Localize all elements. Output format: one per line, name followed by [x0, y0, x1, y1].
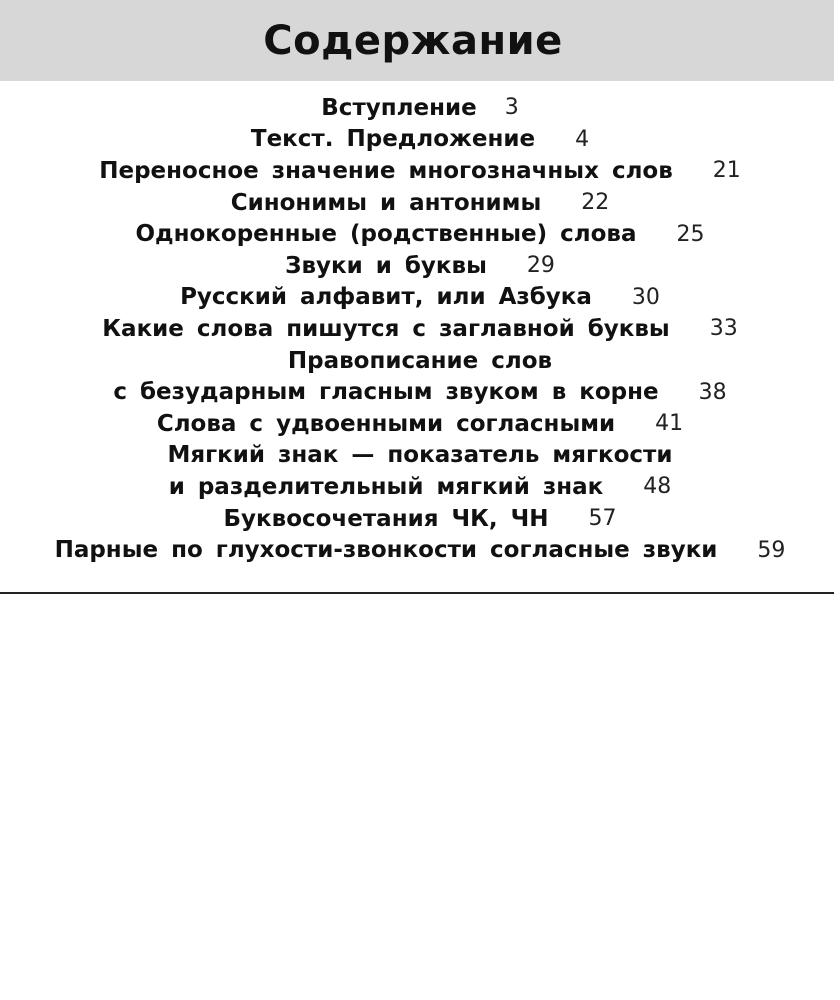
toc-entry-title: с безударным гласным звуком в корне [113, 379, 659, 406]
toc-entry-page: 48 [643, 474, 672, 500]
toc-entry-page: 4 [575, 126, 590, 152]
toc-entry [0, 471, 840, 503]
toc-entry [0, 282, 840, 314]
toc-entry-page: 59 [757, 537, 786, 563]
table-of-contents [0, 92, 840, 566]
toc-entry-title: Текст. Предложение [250, 126, 536, 153]
toc-entry-page: 21 [712, 158, 741, 184]
toc-entry [0, 124, 840, 156]
toc-entry-title: Однокоренные (родственные) слова [135, 221, 637, 248]
toc-entry-title: Буквосочетания ЧК, ЧН [223, 505, 549, 532]
toc-entry [0, 534, 840, 566]
toc-entry-page: 22 [581, 190, 610, 216]
toc-entry-page: 30 [631, 284, 660, 310]
toc-entry [0, 250, 840, 282]
toc-entry-title: Русский алфавит, или Азбука [180, 284, 592, 311]
toc-entry-title: Вступление [321, 94, 477, 121]
toc-entry-title: Какие слова пишутся с заглавной буквы [102, 315, 670, 342]
toc-entry-page: 57 [588, 506, 617, 532]
toc-entry [0, 218, 840, 250]
toc-entry [0, 503, 840, 535]
toc-entry-title: Мягкий знак — показатель мягкости [167, 442, 673, 469]
toc-entry-title: Синонимы и антонимы [230, 189, 542, 216]
toc-entry-page: 29 [526, 253, 555, 279]
toc-entry-page: 41 [655, 411, 684, 437]
toc-entry [0, 376, 840, 408]
toc-entry-page: 33 [709, 316, 738, 342]
toc-entry-title: Переносное значение многозначных слов [99, 157, 673, 184]
toc-entry-title: Правописание слов [287, 347, 553, 374]
toc-entry [0, 155, 840, 187]
toc-entry [0, 92, 840, 124]
toc-entry-title: и разделительный мягкий знак [168, 473, 604, 500]
page-title: Содержание [263, 17, 563, 64]
toc-entry [0, 345, 840, 377]
toc-entry-page: 25 [676, 221, 705, 247]
toc-entry [0, 187, 840, 219]
toc-entry [0, 313, 840, 345]
toc-entry-page: 3 [504, 95, 519, 121]
toc-entry-page: 38 [698, 379, 727, 405]
page-header [0, 0, 834, 81]
toc-entry [0, 408, 840, 440]
toc-entry [0, 440, 840, 472]
toc-entry-title: Звуки и буквы [285, 252, 487, 279]
divider-line [0, 592, 834, 594]
toc-entry-title: Слова с удвоенными согласными [156, 410, 616, 437]
toc-entry-title: Парные по глухости-звонкости согласные звуки [54, 537, 718, 564]
